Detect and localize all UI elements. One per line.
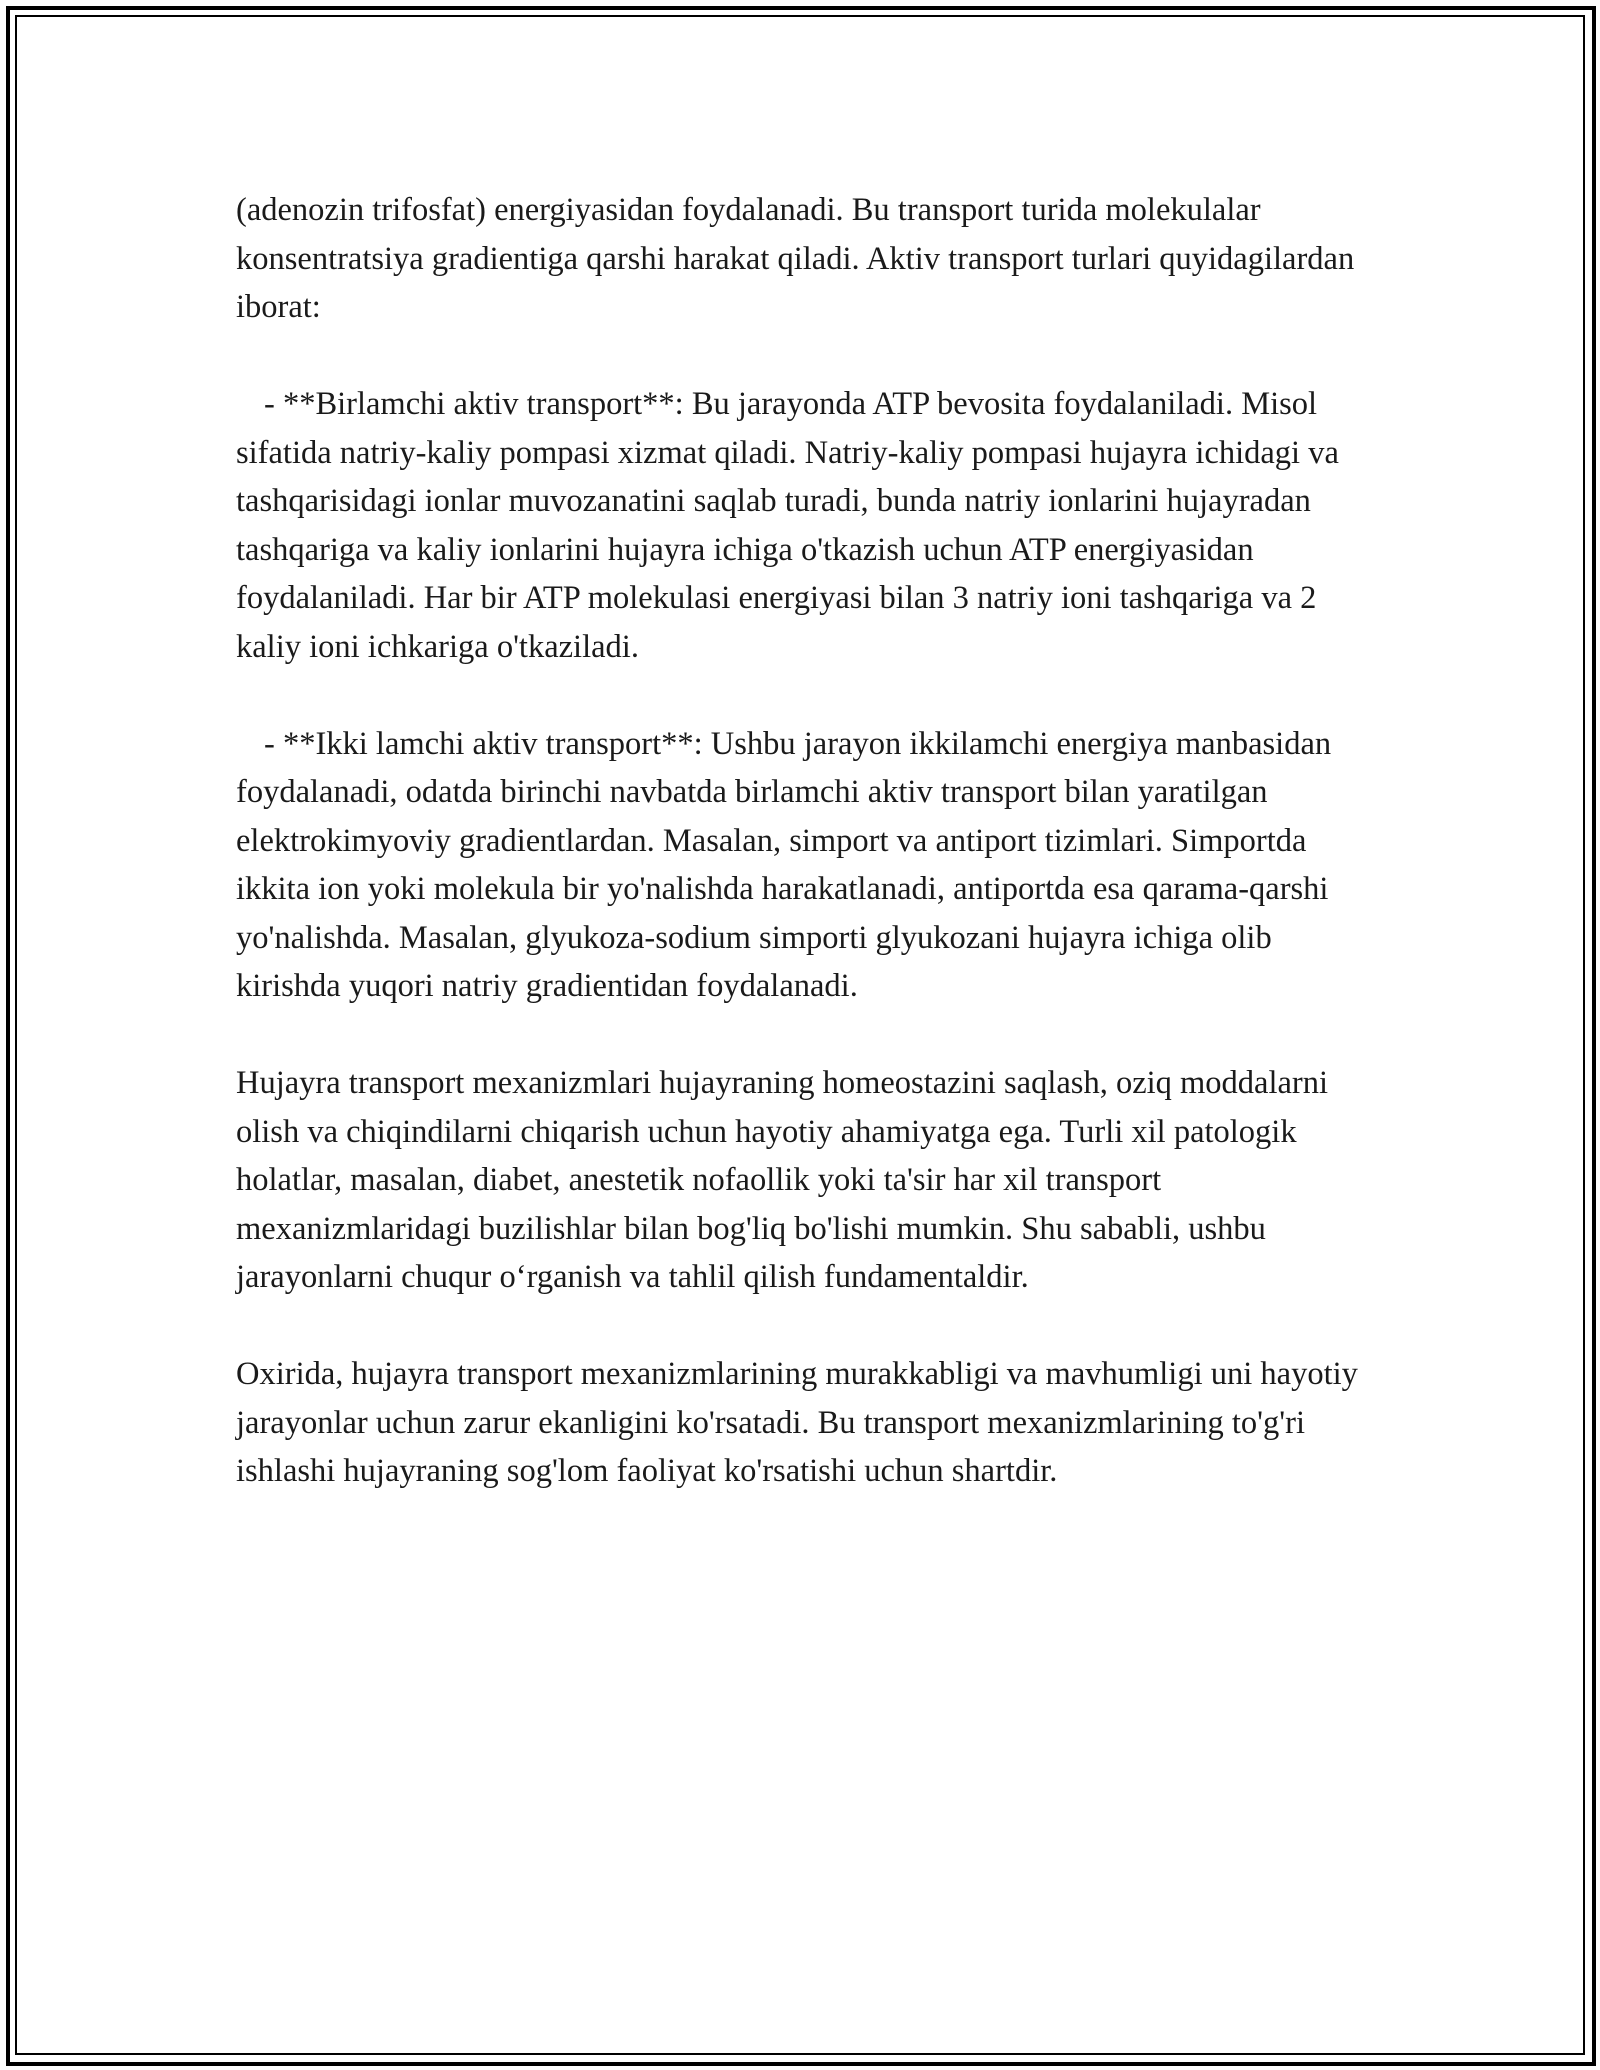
paragraph-secondary-active-transport: - **Ikki lamchi aktiv transport**: Ushbu jarayon ikkilamchi energiya manbasidan foydalanadi, odatda birinchi navbatda birlamchi aktiv transport bilan yaratilgan elektrokimyoviy gradientlardan. Masalan, simport va antiport tizimlari. Simportda ikkita ion yoki molekula bir yo'nalishda harakatlanadi, antiportda esa qarama-qarshi yo'nalishda. Masalan, glyukoza-sodium simporti glyukozani hujayra ichiga olib kirishda yuqori natriy gradientidan foydalanadi.	[236, 725, 1332, 1004]
paragraph-homeostasis: Hujayra transport mexanizmlari hujayraning homeostazini saqlash, oziq moddalarni olish va chiqindilarni chiqarish uchun hayotiy ahamiyatga ega. Turli xil patologik holatlar, masalan, diabet, anestetik nofaollik yoki ta'sir har xil transport mexanizmlaridagi buzilishlar bilan bog'liq bo'lishi mumkin. Shu sababli, ushbu jarayonlarni chuqur oʻrganish va tahlil qilish fundamentaldir.	[236, 1065, 1329, 1295]
document-body	[236, 186, 1376, 1544]
paragraph-conclusion: Oxirida, hujayra transport mexanizmlarining murakkabligi va mavhumligi uni hayotiy jarayonlar uchun zarur ekanligini ko'rsatadi. Bu transport mexanizmlarining to'g'ri ishlashi hujayraning sog'lom faoliyat ko'rsatishi uchun shartdir.	[236, 1356, 1358, 1489]
paragraph-atp-intro: (adenozin trifosfat) energiyasidan foydalanadi. Bu transport turida molekulalar konsentratsiya gradientiga qarshi harakat qiladi. Aktiv transport turlari quyidagilardan iborat:	[236, 192, 1355, 325]
paragraph-primary-active-transport: - **Birlamchi aktiv transport**: Bu jarayonda ATP bevosita foydalaniladi. Misol sifatida natriy-kaliy pompasi xizmat qiladi. Natriy-kaliy pompasi hujayra ichidagi va tashqarisidagi ionlar muvozanatini saqlab turadi, bunda natriy ionlarini hujayradan tashqariga va kaliy ionlarini hujayra ichiga o'tkazish uchun ATP energiyasidan foydalaniladi. Har bir ATP molekulasi energiyasi bilan 3 natriy ioni tashqariga va 2 kaliy ioni ichkariga o'tkaziladi.	[236, 386, 1339, 665]
